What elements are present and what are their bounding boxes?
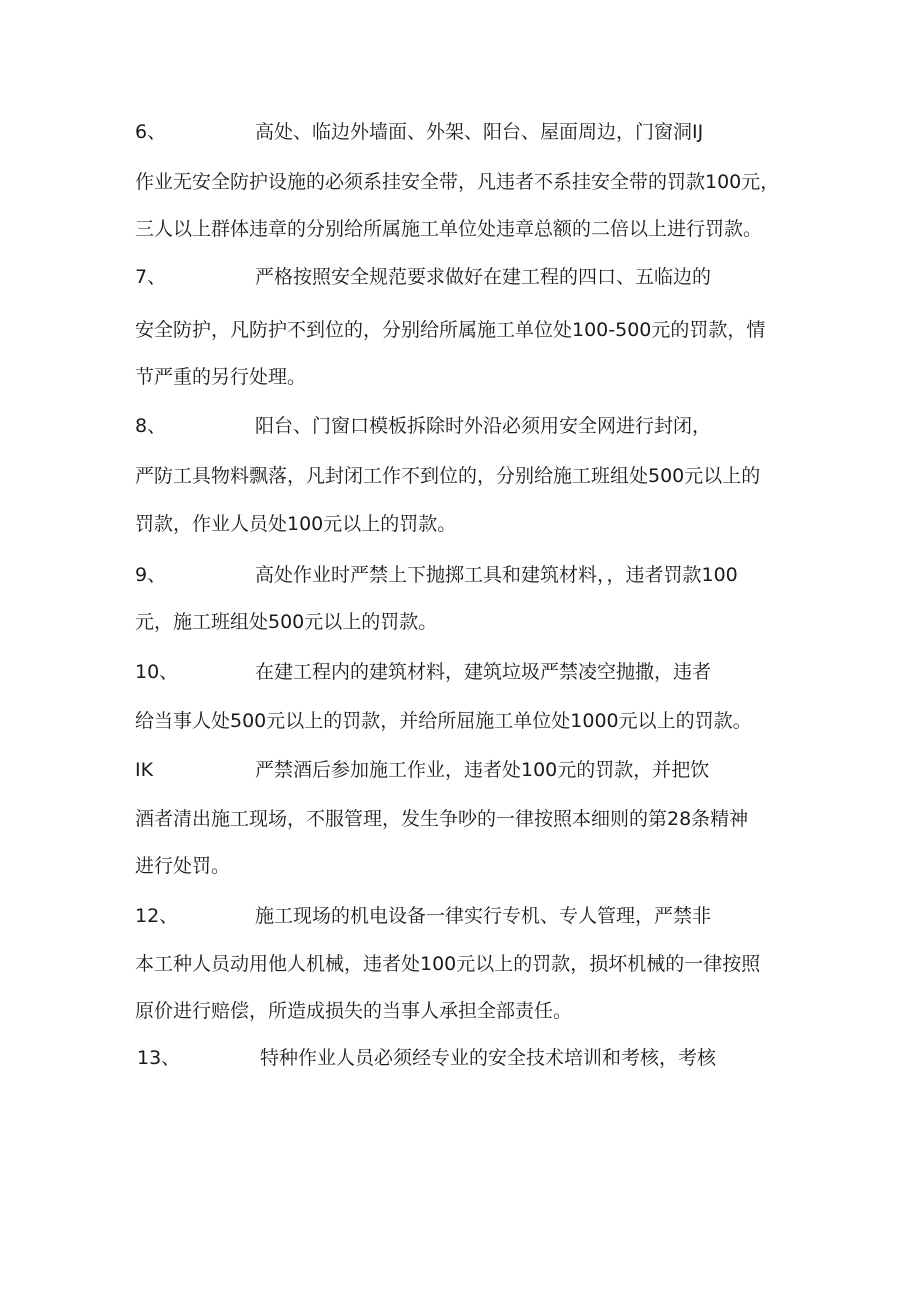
item-line: 元，施工班组处500元以上的罚款。: [135, 611, 438, 633]
item-first-line: 特种作业人员必须经专业的安全技术培训和考核，考核: [260, 1047, 717, 1069]
item-first-line: 施工现场的机电设备一律实行专机、专人管理，严禁非: [255, 905, 712, 927]
item-line: 本工种人员动用他人机械，违者处100元以上的罚款，损坏机械的一律按照: [135, 953, 761, 975]
item-line: 作业无安全防护设施的必须系挂安全带，凡违者不系挂安全带的罚款100元，: [135, 171, 780, 193]
item-first-line: 阳台、门窗口模板拆除时外沿必须用安全网进行封闭，: [255, 415, 712, 437]
item-line: 三人以上群体违章的分别给所属施工单位处违章总额的二倍以上进行罚款。: [135, 218, 763, 240]
item-first-line: 严禁酒后参加施工作业，违者处100元的罚款，并把饮: [255, 759, 710, 781]
item-number: IK: [135, 759, 154, 781]
item-number: 12、: [135, 905, 179, 927]
item-line: 酒者清出施工现场，不服管理，发生争吵的一律按照本细则的第28条精神: [135, 808, 749, 830]
item-number: 10、: [135, 661, 179, 683]
item-line: 给当事人处500元以上的罚款，并给所屈施工单位处1000元以上的罚款。: [135, 710, 752, 732]
item-number: 8、: [135, 415, 167, 437]
item-number: 6、: [135, 121, 167, 143]
item-first-line: 高处作业时严禁上下抛掷工具和建筑材料，，违者罚款100: [255, 564, 738, 586]
item-number: 9、: [135, 564, 167, 586]
item-line: 节严重的另行处理。: [135, 366, 307, 388]
item-first-line: 在建工程内的建筑材料，建筑垃圾严禁凌空抛撒，违者: [255, 661, 712, 683]
item-number: 7、: [135, 266, 167, 288]
item-line: 严防工具物料飘落，凡封闭工作不到位的，分别给施工班组处500元以上的: [135, 465, 761, 487]
item-line: 安全防护，凡防护不到位的，分别给所属施工单位处100-500元的罚款，情: [135, 319, 766, 341]
item-number: 13、: [137, 1047, 181, 1069]
item-first-line: 高处、临边外墙面、外架、阳台、屋面周边，门窗洞IJ: [255, 121, 704, 143]
item-line: 进行处罚。: [135, 855, 231, 877]
item-line: 原价进行赔偿，所造成损失的当事人承担全部责任。: [135, 1000, 573, 1022]
item-first-line: 严格按照安全规范要求做好在建工程的四口、五临边的: [255, 266, 712, 288]
item-line: 罚款，作业人员处100元以上的罚款。: [135, 513, 457, 535]
